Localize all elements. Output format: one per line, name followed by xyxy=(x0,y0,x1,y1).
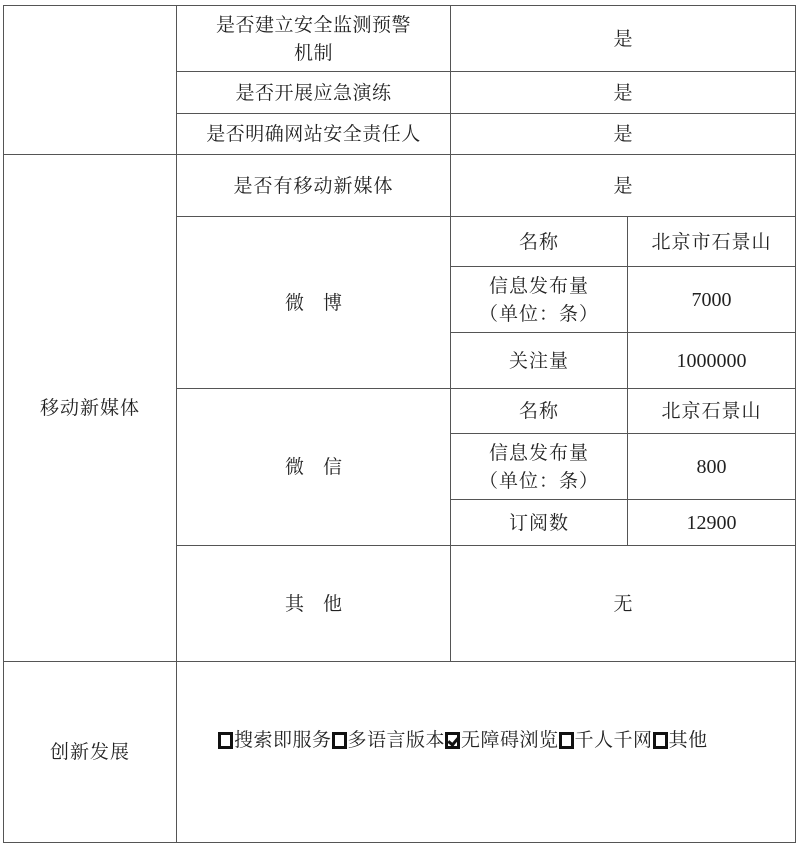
wechat-name-value-cell xyxy=(627,388,796,434)
drill-label-cell xyxy=(176,71,451,114)
checkbox-accessibility[interactable] xyxy=(445,732,460,749)
monitoring-label-line1: 是否建立安全监测预警 xyxy=(215,13,411,36)
weibo-posts-label-line2: （单位：条） xyxy=(478,302,599,325)
weibo-posts-value-cell xyxy=(627,266,796,333)
monitoring-label-cell xyxy=(176,5,451,72)
report-table xyxy=(4,6,796,843)
weibo-followers-label: 关注量 xyxy=(508,349,569,372)
monitoring-value: 是 xyxy=(613,27,633,50)
other-value-cell xyxy=(450,545,796,662)
wechat-posts-label-cell xyxy=(450,433,628,500)
weibo-name-label: 名称 xyxy=(518,230,559,253)
wechat-name-value: 北京石景山 xyxy=(661,400,762,422)
responsible-value: 是 xyxy=(613,123,633,145)
mobile-media-category: 移动新媒体 xyxy=(39,397,140,419)
monitoring-value-cell xyxy=(450,5,796,72)
weibo-name-value: 北京市石景山 xyxy=(651,230,772,253)
weibo-followers-label-cell xyxy=(450,332,628,389)
responsible-label: 是否明确网站安全责任人 xyxy=(206,123,421,145)
weibo-label-cell xyxy=(176,216,451,389)
wechat-subscribers-value-cell xyxy=(627,499,796,546)
drill-label: 是否开展应急演练 xyxy=(235,81,392,104)
checkbox-other[interactable] xyxy=(653,732,668,749)
wechat-posts-value: 800 xyxy=(696,455,727,478)
other-value: 无 xyxy=(613,592,633,615)
wechat-name-label-cell xyxy=(450,388,628,434)
monitoring-label-line2: 机制 xyxy=(293,41,333,64)
weibo-followers-value-cell xyxy=(627,332,796,389)
option-other-label: 其他 xyxy=(668,729,708,751)
has-media-label: 是否有移动新媒体 xyxy=(233,174,394,197)
innovation-category: 创新发展 xyxy=(49,741,130,763)
option-accessibility-label: 无障碍浏览 xyxy=(461,729,559,751)
mobile-media-category-cell xyxy=(3,154,177,662)
wechat-label: 微 信 xyxy=(284,456,342,478)
checkbox-personalized[interactable] xyxy=(559,732,574,749)
innovation-options xyxy=(218,726,708,754)
option-multilingual-label: 多语言版本 xyxy=(347,729,446,751)
drill-value: 是 xyxy=(613,81,633,104)
option-search-service-label: 搜索即服务 xyxy=(234,729,332,751)
checkbox-multilingual[interactable] xyxy=(332,732,347,749)
innovation-options-cell xyxy=(176,661,796,843)
option-personalized-label: 千人千网 xyxy=(574,729,653,751)
weibo-posts-label-cell xyxy=(450,266,628,333)
other-label: 其 他 xyxy=(284,592,342,615)
wechat-posts-value-cell xyxy=(627,433,796,500)
weibo-posts-label-line1: 信息发布量 xyxy=(488,274,589,297)
weibo-posts-value: 7000 xyxy=(691,288,732,311)
weibo-label: 微 博 xyxy=(284,291,342,314)
weibo-name-label-cell xyxy=(450,216,628,267)
responsible-label-cell xyxy=(176,113,451,155)
weibo-name-value-cell xyxy=(627,216,796,267)
has-media-value-cell xyxy=(450,154,796,217)
responsible-value-cell xyxy=(450,113,796,155)
weibo-followers-value: 1000000 xyxy=(676,349,747,372)
wechat-subscribers-label-cell xyxy=(450,499,628,546)
wechat-name-label: 名称 xyxy=(518,400,559,422)
has-media-label-cell xyxy=(176,154,451,217)
wechat-label-cell xyxy=(176,388,451,546)
has-media-value: 是 xyxy=(613,174,633,197)
wechat-posts-label-line2: （单位：条） xyxy=(478,469,599,492)
wechat-subscribers-value: 12900 xyxy=(686,511,737,534)
innovation-category-cell xyxy=(3,661,177,843)
checkbox-search-service[interactable] xyxy=(218,732,233,749)
other-label-cell xyxy=(176,545,451,662)
drill-value-cell xyxy=(450,71,796,114)
wechat-posts-label-line1: 信息发布量 xyxy=(488,441,589,464)
security-category-cell xyxy=(3,5,177,155)
wechat-subscribers-label: 订阅数 xyxy=(508,511,569,534)
